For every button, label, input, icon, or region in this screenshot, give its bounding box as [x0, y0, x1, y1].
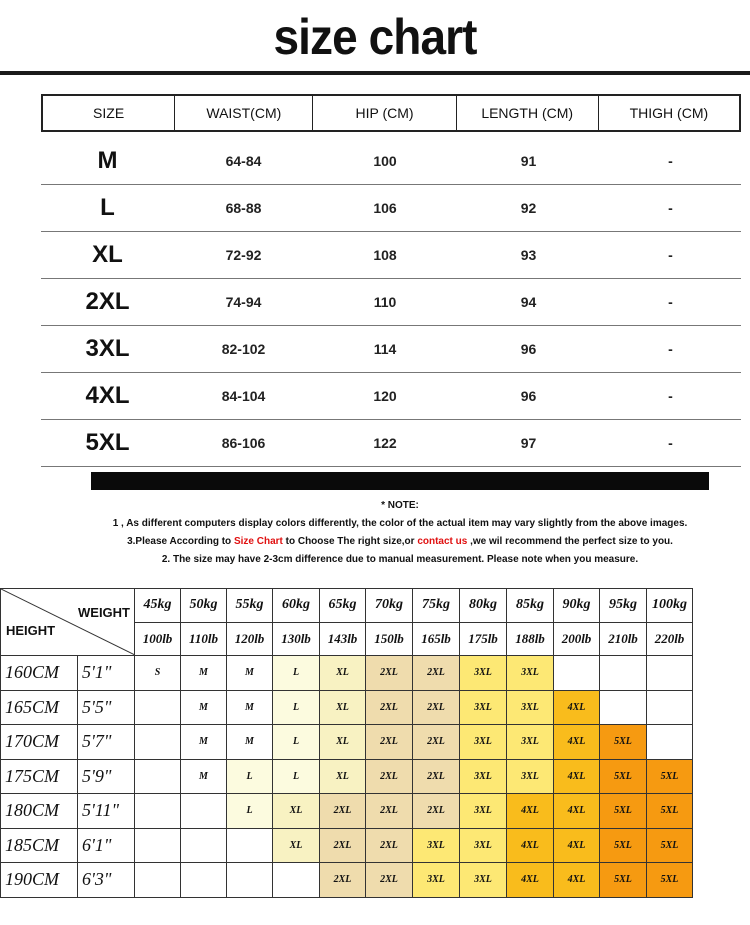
- height-cm-label: 185CM: [1, 828, 78, 863]
- weight-lb-header: 188lb: [507, 622, 554, 656]
- note-line-2: [0, 533, 750, 551]
- size-row-hip: 110: [373, 294, 397, 310]
- height-ft-label: 5'11": [78, 794, 135, 829]
- header-hip: HIP (CM): [313, 96, 456, 130]
- height-cm-label: 160CM: [1, 656, 78, 691]
- section-divider-bar: [91, 472, 709, 490]
- size-recommendation-cell: M: [181, 725, 227, 760]
- size-recommendation-cell: 3XL: [460, 690, 507, 725]
- size-row-size: 3XL: [85, 335, 130, 362]
- size-recommendation-cell: 2XL: [413, 690, 460, 725]
- weight-kg-header: 95kg: [600, 589, 647, 623]
- size-recommendation-cell: 2XL: [366, 656, 413, 691]
- size-recommendation-cell: [181, 794, 227, 829]
- size-recommendation-cell: 2XL: [320, 828, 366, 863]
- size-recommendation-cell: 3XL: [507, 759, 554, 794]
- size-row-length: 92: [520, 200, 537, 216]
- size-row-length: 97: [520, 435, 537, 451]
- size-recommendation-cell: 4XL: [554, 828, 600, 863]
- size-recommendation-cell: [181, 863, 227, 898]
- size-recommendation-cell: 2XL: [366, 828, 413, 863]
- size-recommendation-cell: 3XL: [460, 863, 507, 898]
- weight-lb-header: 120lb: [227, 622, 273, 656]
- size-row-waist: 68-88: [225, 200, 262, 216]
- size-recommendation-cell: XL: [273, 794, 320, 829]
- size-row-thigh: -: [668, 294, 673, 310]
- size-row-thigh: -: [668, 153, 673, 169]
- size-row-hip: 106: [373, 200, 397, 216]
- size-recommendation-cell: 3XL: [413, 863, 460, 898]
- size-recommendation-cell: [135, 863, 181, 898]
- size-recommendation-cell: [135, 794, 181, 829]
- weight-kg-header: 60kg: [273, 589, 320, 623]
- size-row-length: 93: [520, 247, 537, 263]
- note-line-1: 1 , As different computers display colors differently, the color of the actual item may vary slightly from the above images.: [112, 518, 688, 529]
- height-cm-label: 180CM: [1, 794, 78, 829]
- size-recommendation-cell: 3XL: [507, 690, 554, 725]
- height-row: [1, 863, 693, 898]
- size-table-header: [41, 94, 741, 132]
- size-row-size: 4XL: [85, 382, 130, 409]
- weight-label: WEIGHT: [78, 605, 130, 620]
- size-row-thigh: -: [668, 247, 673, 263]
- size-row-thigh: -: [668, 200, 673, 216]
- size-recommendation-cell: 5XL: [647, 759, 693, 794]
- size-recommendation-cell: 3XL: [460, 828, 507, 863]
- size-recommendation-cell: 5XL: [647, 863, 693, 898]
- size-recommendation-cell: 2XL: [413, 759, 460, 794]
- size-recommendation-cell: 5XL: [600, 725, 647, 760]
- height-row: [1, 656, 693, 691]
- size-row-size: L: [100, 194, 115, 221]
- size-row-hip: 100: [373, 153, 397, 169]
- size-recommendation-cell: XL: [320, 725, 366, 760]
- size-recommendation-cell: [181, 828, 227, 863]
- size-recommendation-cell: 3XL: [460, 794, 507, 829]
- size-recommendation-cell: 4XL: [554, 794, 600, 829]
- height-ft-label: 5'1": [78, 656, 135, 691]
- weight-kg-header: 55kg: [227, 589, 273, 623]
- size-recommendation-cell: 2XL: [320, 863, 366, 898]
- size-recommendation-cell: XL: [320, 656, 366, 691]
- height-ft-label: 5'9": [78, 759, 135, 794]
- size-recommendation-cell: [647, 690, 693, 725]
- notes-block: [0, 497, 750, 569]
- height-row: [1, 759, 693, 794]
- size-row-size: 2XL: [85, 288, 130, 315]
- note-line-2-mid: to Choose The right size,or: [282, 536, 418, 547]
- size-recommendation-cell: 5XL: [647, 794, 693, 829]
- size-recommendation-cell: [135, 690, 181, 725]
- weight-lb-header: 165lb: [413, 622, 460, 656]
- size-recommendation-cell: [135, 828, 181, 863]
- size-recommendation-cell: [273, 863, 320, 898]
- size-recommendation-cell: L: [227, 759, 273, 794]
- height-cm-label: 170CM: [1, 725, 78, 760]
- size-row: [41, 420, 741, 467]
- height-cm-label: 190CM: [1, 863, 78, 898]
- size-recommendation-cell: 5XL: [600, 828, 647, 863]
- size-recommendation-cell: L: [273, 656, 320, 691]
- size-recommendation-cell: [647, 656, 693, 691]
- size-recommendation-cell: 3XL: [460, 759, 507, 794]
- size-row-waist: 74-94: [225, 294, 262, 310]
- weight-kg-header: 100kg: [647, 589, 693, 623]
- size-row-waist: 84-104: [221, 388, 266, 404]
- weight-kg-header: 75kg: [413, 589, 460, 623]
- size-recommendation-cell: L: [273, 725, 320, 760]
- weight-kg-header: 50kg: [181, 589, 227, 623]
- note-line-2-pre: 3.Please According to: [127, 536, 234, 547]
- weight-lb-header: 200lb: [554, 622, 600, 656]
- size-row: [41, 373, 741, 420]
- weight-kg-header: 80kg: [460, 589, 507, 623]
- size-row-waist: 86-106: [221, 435, 266, 451]
- size-recommendation-cell: [647, 725, 693, 760]
- size-row-length: 91: [520, 153, 537, 169]
- size-row: [41, 185, 741, 232]
- size-recommendation-cell: M: [227, 656, 273, 691]
- size-row-length: 96: [520, 341, 537, 357]
- header-thigh: THIGH (CM): [629, 105, 709, 121]
- size-row-size: XL: [92, 241, 123, 268]
- note-line-2-post: ,we wil recommend the perfect size to you.: [467, 536, 673, 547]
- size-recommendation-cell: M: [181, 759, 227, 794]
- height-ft-label: 5'7": [78, 725, 135, 760]
- weight-lb-header: 130lb: [273, 622, 320, 656]
- size-recommendation-cell: 2XL: [366, 690, 413, 725]
- size-recommendation-cell: [600, 656, 647, 691]
- size-row-waist: 72-92: [225, 247, 262, 263]
- page-title: size chart: [273, 9, 477, 65]
- size-recommendation-cell: 5XL: [600, 794, 647, 829]
- size-recommendation-cell: 4XL: [554, 759, 600, 794]
- size-recommendation-cell: 5XL: [647, 828, 693, 863]
- header-waist: WAIST(CM): [175, 96, 313, 130]
- size-row-hip: 108: [373, 247, 397, 263]
- weight-lb-header: 150lb: [366, 622, 413, 656]
- size-row-hip: 120: [373, 388, 397, 404]
- size-recommendation-cell: M: [227, 690, 273, 725]
- size-recommendation-cell: 2XL: [366, 794, 413, 829]
- size-row: [41, 138, 741, 185]
- size-recommendation-cell: 4XL: [554, 863, 600, 898]
- height-ft-label: 6'3": [78, 863, 135, 898]
- size-recommendation-cell: 2XL: [320, 794, 366, 829]
- size-chart-link[interactable]: Size Chart: [233, 536, 283, 547]
- height-row: [1, 690, 693, 725]
- size-row-waist: 82-102: [221, 341, 266, 357]
- size-recommendation-cell: L: [273, 690, 320, 725]
- height-weight-chart: [0, 588, 743, 904]
- weight-lb-header: 100lb: [135, 622, 181, 656]
- size-recommendation-cell: XL: [320, 690, 366, 725]
- size-recommendation-cell: L: [273, 759, 320, 794]
- size-recommendation-cell: 4XL: [507, 794, 554, 829]
- size-recommendation-cell: 4XL: [507, 863, 554, 898]
- size-recommendation-cell: 2XL: [366, 725, 413, 760]
- size-recommendation-cell: 2XL: [413, 794, 460, 829]
- size-recommendation-cell: 2XL: [366, 863, 413, 898]
- size-recommendation-cell: [135, 725, 181, 760]
- size-recommendation-cell: 5XL: [600, 759, 647, 794]
- height-label: HEIGHT: [6, 623, 56, 638]
- weight-kg-header: 65kg: [320, 589, 366, 623]
- weight-lb-header: 175lb: [460, 622, 507, 656]
- weight-kg-header: 70kg: [366, 589, 413, 623]
- size-recommendation-cell: 4XL: [507, 828, 554, 863]
- size-row-length: 94: [520, 294, 537, 310]
- size-recommendation-cell: 3XL: [507, 725, 554, 760]
- size-recommendation-cell: 2XL: [413, 656, 460, 691]
- chart-corner-cell: [1, 589, 135, 656]
- size-row: [41, 326, 741, 373]
- height-ft-label: 5'5": [78, 690, 135, 725]
- header-length: LENGTH (CM): [457, 96, 599, 130]
- size-row: [41, 279, 741, 326]
- height-cm-label: 175CM: [1, 759, 78, 794]
- contact-us-link[interactable]: contact us: [417, 536, 468, 547]
- size-row-thigh: -: [668, 435, 673, 451]
- header-size: SIZE: [43, 96, 175, 130]
- size-recommendation-cell: 3XL: [507, 656, 554, 691]
- height-row: [1, 794, 693, 829]
- weight-kg-header: 45kg: [135, 589, 181, 623]
- size-table-body: [41, 138, 741, 467]
- size-recommendation-cell: 4XL: [554, 725, 600, 760]
- size-recommendation-cell: [227, 863, 273, 898]
- size-row-length: 96: [520, 388, 537, 404]
- size-recommendation-cell: M: [181, 656, 227, 691]
- size-recommendation-cell: XL: [320, 759, 366, 794]
- size-row-size: 5XL: [85, 429, 130, 456]
- size-recommendation-cell: L: [227, 794, 273, 829]
- height-cm-label: 165CM: [1, 690, 78, 725]
- size-recommendation-cell: 4XL: [554, 690, 600, 725]
- size-recommendation-cell: [600, 690, 647, 725]
- size-recommendation-cell: 5XL: [600, 863, 647, 898]
- size-row-thigh: -: [668, 341, 673, 357]
- height-row: [1, 828, 693, 863]
- size-recommendation-cell: S: [135, 656, 181, 691]
- size-row-hip: 122: [373, 435, 397, 451]
- title-divider: [0, 71, 750, 75]
- size-recommendation-cell: XL: [273, 828, 320, 863]
- size-recommendation-cell: [135, 759, 181, 794]
- weight-kg-header: 85kg: [507, 589, 554, 623]
- weight-lb-header: 210lb: [600, 622, 647, 656]
- size-row: [41, 232, 741, 279]
- note-heading: * NOTE:: [381, 500, 419, 511]
- size-recommendation-cell: M: [227, 725, 273, 760]
- weight-kg-header: 90kg: [554, 589, 600, 623]
- weight-lb-header: 110lb: [181, 622, 227, 656]
- size-recommendation-cell: M: [181, 690, 227, 725]
- size-row-waist: 64-84: [225, 153, 262, 169]
- size-recommendation-cell: [554, 656, 600, 691]
- note-line-3: 2. The size may have 2-3cm difference due to manual measurement. Please note when you measure.: [161, 554, 639, 565]
- size-row-size: M: [97, 147, 118, 174]
- size-row-thigh: -: [668, 388, 673, 404]
- height-ft-label: 6'1": [78, 828, 135, 863]
- size-recommendation-cell: 2XL: [366, 759, 413, 794]
- size-recommendation-cell: 3XL: [413, 828, 460, 863]
- weight-lb-header: 143lb: [320, 622, 366, 656]
- size-recommendation-cell: 3XL: [460, 656, 507, 691]
- corner-diagonal-line: [1, 589, 135, 655]
- size-recommendation-cell: [227, 828, 273, 863]
- size-recommendation-cell: 2XL: [413, 725, 460, 760]
- size-recommendation-cell: 3XL: [460, 725, 507, 760]
- size-row-hip: 114: [373, 341, 397, 357]
- weight-lb-header: 220lb: [647, 622, 693, 656]
- height-weight-grid: [0, 588, 693, 898]
- height-row: [1, 725, 693, 760]
